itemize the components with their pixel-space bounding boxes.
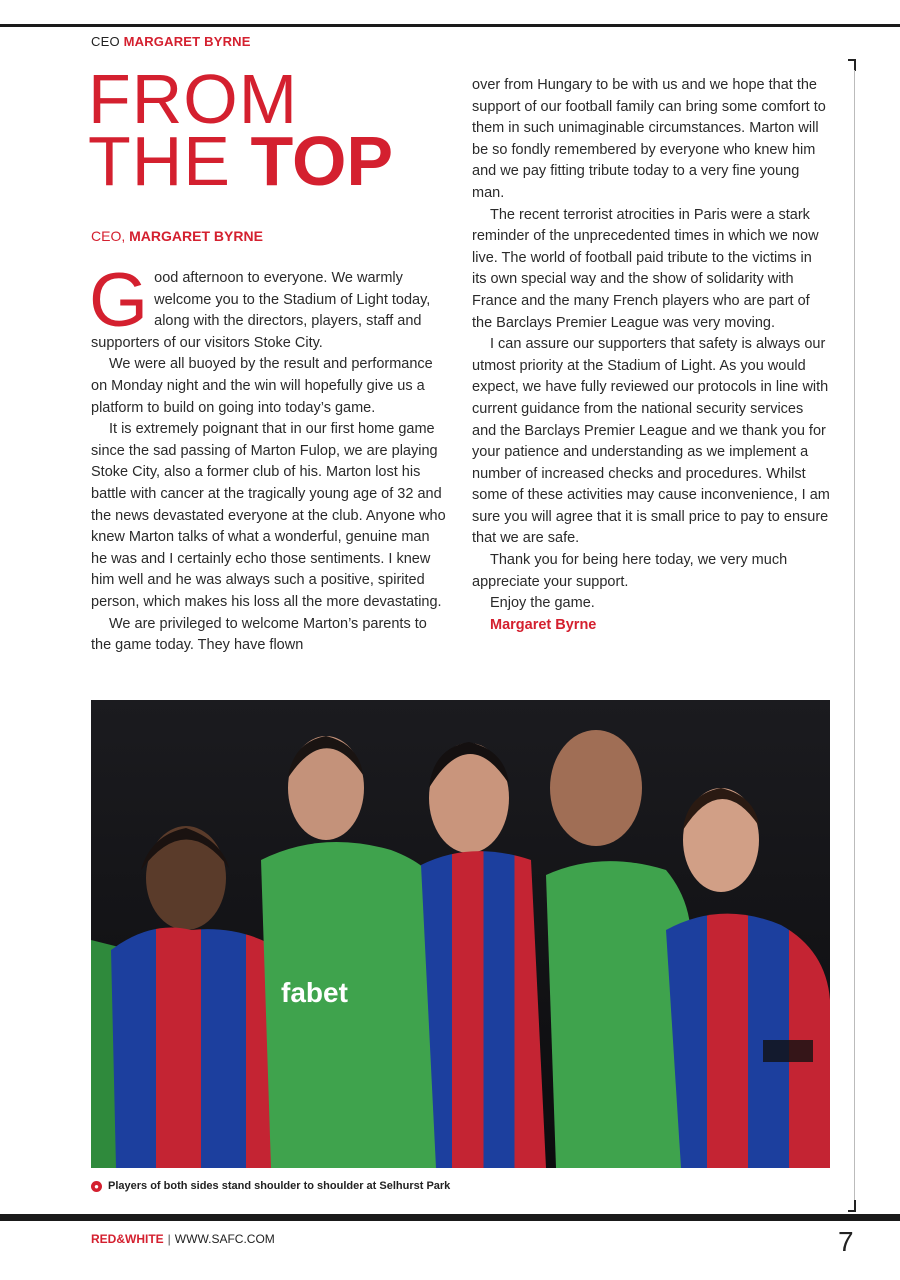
top-rule — [0, 24, 900, 27]
article-paragraph: over from Hungary to be with us and we hope that the support of our football family can bring some comfort to them in such unimaginable circumstances. Marton will be so fondly remembered by everyone who knew him and we pay fitting tribute today to a very fine young man. — [472, 77, 826, 201]
corner-bracket-bottom — [848, 1200, 856, 1212]
page-title — [88, 60, 394, 200]
article-paragraph: It is extremely poignant that in our first home game since the sad passing of Marton Fulop, we are playing Stoke City, also a former club of his. Marton lost his battle with cancer at the tragically young age of 32 and the news devastated everyone at the club. Anyone who knew Marton talks of what a wonderful, genuine man he was and I certainly echo those sentiments. I knew him well and he was always such a positive, spirited person, which makes his loss all the more devastating. — [91, 421, 446, 610]
article-paragraph: We were all buoyed by the result and performance on Monday night and the win will hopefully give us a platform to build on going into today’s game. — [91, 356, 433, 416]
title-line-2-bold: TOP — [250, 122, 394, 200]
article-photo — [91, 700, 830, 1168]
article-paragraph: Enjoy the game. — [490, 595, 595, 612]
title-line-2-thin: THE — [88, 122, 231, 200]
byline-name: MARGARET BYRNE — [129, 228, 263, 244]
article-paragraph: We are privileged to welcome Marton’s parents to the game today. They have flown — [91, 615, 427, 654]
article-paragraph: The recent terrorist atrocities in Paris were a stark reminder of the unprecedented times in which we now live. The world of football paid tribute to the victims in its own special way and the show of solidarity with France and the many French players who are part of the Barclays Premier League was very moving. — [472, 206, 819, 331]
article-column-right — [472, 75, 830, 636]
photo-sponsor-text: fabet — [281, 977, 348, 1008]
right-margin-line — [854, 70, 855, 1212]
camera-icon: ● — [91, 1181, 102, 1192]
section-label: CEO — [91, 34, 120, 49]
article-paragraph: Good afternoon to everyone. We warmly welcome you to the Stadium of Light today, along with the directors, players, staff and supporters of our visitors Stoke City. — [89, 258, 431, 351]
signature: Margaret Byrne — [490, 616, 597, 633]
title-line-2 — [88, 122, 394, 200]
article-paragraph: Thank you for being here today, we very much appreciate your support. — [472, 552, 788, 590]
article-column-left — [89, 258, 448, 657]
footer-brand: RED&WHITE — [91, 1232, 164, 1246]
page-number: 7 — [838, 1226, 854, 1257]
byline-role: CEO, — [91, 228, 126, 244]
bottom-rule — [0, 1214, 900, 1221]
article-paragraph: I can assure our supporters that safety is always our utmost priority at the Stadium of Light. As you would expect, we have fully reviewed our protocols in line with current guidance from the national security services and the Barclays Premier League and we thank you for your patience and understanding as we implement a number of increased checks and procedures. Whilst some of these activities may cause inconvenience, I am sure you will agree that it is small price to pay to ensure that we are safe. — [472, 336, 830, 547]
caption-text: Players of both sides stand shoulder to shoulder at Selhurst Park — [108, 1180, 451, 1192]
title-line-1: FROM — [88, 60, 299, 138]
drop-cap: G — [89, 258, 149, 343]
footer — [91, 1232, 275, 1246]
byline — [91, 228, 263, 244]
footer-separator: | — [167, 1232, 171, 1246]
photo-caption — [91, 1180, 450, 1192]
footer-site: WWW.SAFC.COM — [174, 1232, 275, 1246]
section-header — [91, 34, 251, 49]
section-name: MARGARET BYRNE — [123, 34, 251, 49]
